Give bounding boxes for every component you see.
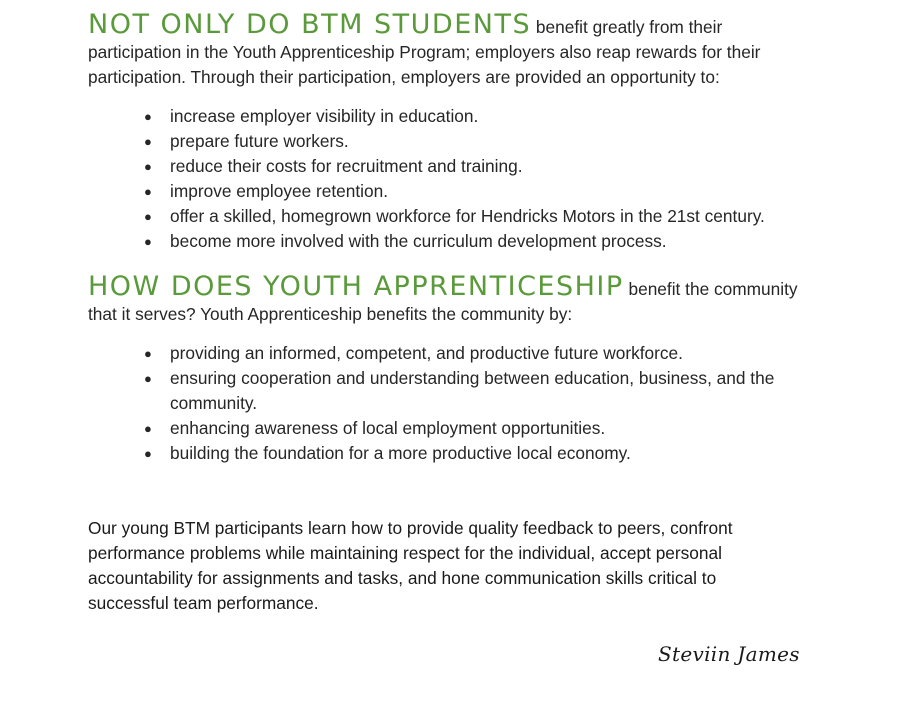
list-item: ● prepare future workers. bbox=[144, 129, 824, 154]
list-item: ● providing an informed, competent, and productive future workforce. bbox=[144, 341, 824, 366]
section1-paragraph bbox=[88, 9, 818, 90]
list-item: ● ensuring cooperation and understanding between education, business, and the community. bbox=[144, 366, 824, 416]
section2-paragraph bbox=[88, 271, 818, 327]
signature: Steviin James bbox=[658, 642, 800, 666]
section2-lead-heading: HOW DOES YOUTH APPRENTICESHIP bbox=[88, 271, 624, 302]
list-item: ● improve employee retention. bbox=[144, 179, 824, 204]
list-item: ● offer a skilled, homegrown workforce for Hendricks Motors in the 21st century. bbox=[144, 204, 824, 229]
employer-benefits-list bbox=[144, 104, 824, 254]
list-item: ● reduce their costs for recruitment and training. bbox=[144, 154, 824, 179]
section1-body-text: benefit greatly from their participation in the Youth Apprenticeship Program; employers also reap rewards for their participation. Through their participation, employers are provided an opportunity to: bbox=[88, 17, 761, 87]
list-item: ● become more involved with the curriculum development process. bbox=[144, 229, 824, 254]
list-item: ● increase employer visibility in education. bbox=[144, 104, 824, 129]
list-item: ● building the foundation for a more productive local economy. bbox=[144, 441, 824, 466]
list-item: ● enhancing awareness of local employment opportunities. bbox=[144, 416, 824, 441]
section2-body-text: benefit the community that it serves? Youth Apprenticeship benefits the community by: bbox=[88, 279, 798, 324]
closing-paragraph: Our young BTM participants learn how to provide quality feedback to peers, confront performance problems while maintaining respect for the individual, accept personal accountability for assignments and tasks, and hone communication skills critical to successful team performance. bbox=[88, 518, 733, 613]
section1-lead-heading: NOT ONLY DO BTM STUDENTS bbox=[88, 9, 532, 40]
community-benefits-list bbox=[144, 341, 824, 466]
